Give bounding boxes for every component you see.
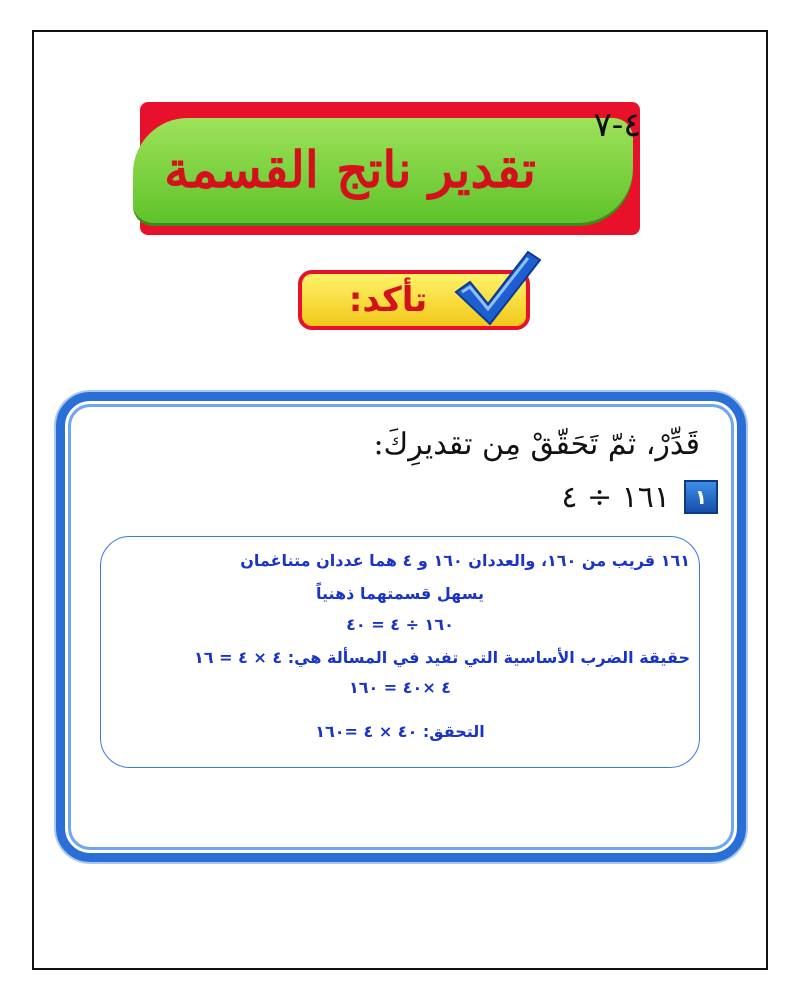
verification-line: التحقق: ٤٠ × ٤ =١٦٠ bbox=[315, 722, 485, 741]
check-label: تأكد: bbox=[348, 280, 428, 320]
lesson-title: تقدير ناتج القسمة bbox=[164, 140, 536, 199]
answer-line: ٤ ×٤٠ = ١٦٠ bbox=[348, 678, 452, 697]
problem-row bbox=[440, 475, 718, 519]
answer-line: ١٦١ قريب من ١٦٠، والعددان ١٦٠ و ٤ هما عددان متناغمان bbox=[240, 551, 690, 570]
answer-line: يسهل قسمتهما ذهنياً bbox=[316, 584, 484, 603]
problem-expression: ١٦١ ÷ ٤ bbox=[561, 479, 670, 515]
answer-line: ١٦٠ ÷ ٤ = ٤٠ bbox=[346, 615, 454, 634]
exercise-instruction: قَدِّرْ، ثمّ تَحَقّقْ مِن تقديرِكَ: bbox=[373, 427, 700, 462]
checkmark-icon bbox=[450, 248, 542, 328]
lesson-number: ٤-٧ bbox=[593, 105, 642, 145]
problem-number-badge: ١ bbox=[684, 480, 718, 514]
answer-line: حقيقة الضرب الأساسية التي تفيد في المسألة هي: ٤ × ٤ = ١٦ bbox=[194, 648, 690, 667]
